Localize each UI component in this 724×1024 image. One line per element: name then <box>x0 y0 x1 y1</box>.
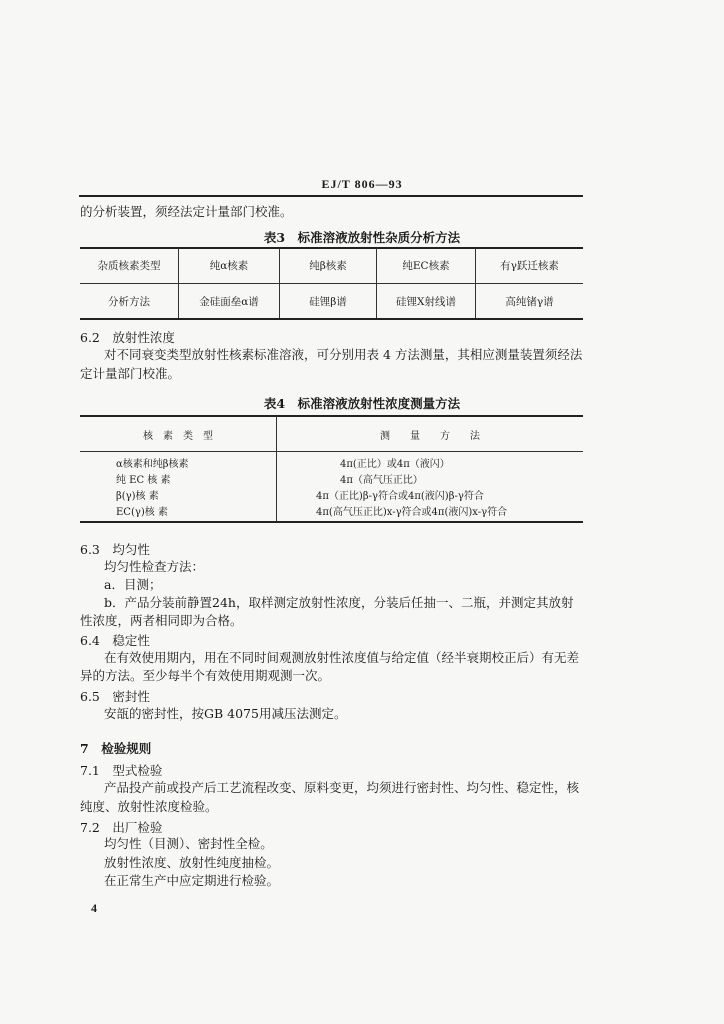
page-number: 4 <box>91 901 97 915</box>
section-6-3-text: 均匀性检查方法： <box>104 559 205 574</box>
section-6-2-para: 对不同衰变类型放射性核素标准溶液，可分别用表 4 方法测量，其相应测量装置须经法 <box>104 347 583 362</box>
intro-line: 的分析装置，须经法定计量部门校准。 <box>80 204 293 219</box>
section-6-4-para: 在有效使用期内，用在不同时间观测放射性浓度值与给定值（经半衰期校正后）有无差 <box>104 650 580 665</box>
table3-cell: 纯β核素 <box>280 248 377 284</box>
section-6-4-title: 6.4 稳定性 <box>80 633 150 648</box>
section-6-3-item-a: a．目测； <box>104 577 162 592</box>
section-6-4-para: 异的方法。至少每半个有效使用期观测一次。 <box>80 668 331 683</box>
table3 <box>80 248 583 319</box>
table3-bottom-rule <box>80 318 583 320</box>
table3-cell: 纯EC核素 <box>377 248 476 284</box>
table4-method-cell: 4π(高气压正比)x-γ符合或4π(液闪)x-γ符合 <box>316 507 508 518</box>
section-6-2-para: 定计量部门校准。 <box>80 366 181 381</box>
table4-col-header: 测 量 方 法 <box>380 431 480 442</box>
table4-method-cell: 4π（正比)β-γ符合或4π(液闪)β-γ符合 <box>316 491 484 502</box>
section-7-2-line: 放射性浓度、放射性纯度抽检。 <box>104 855 280 870</box>
header-rule <box>79 195 583 197</box>
section-7-2-title: 7.2 出厂检验 <box>80 820 163 835</box>
table3-cell: 杂质核素类型 <box>97 260 161 272</box>
section-7-2-line: 均匀性（目测）、密封性全检。 <box>104 836 273 851</box>
table4-header-rule <box>80 451 583 452</box>
section-6-5-title: 6.5 密封性 <box>80 689 150 704</box>
section-6-3-title: 6.3 均匀性 <box>80 542 150 557</box>
section-7-1-para: 产品投产前或投产后工艺流程改变、原料变更，均须进行密封性、均匀性、稳定性，核 <box>104 780 580 795</box>
table3-cell: 硅锂X射线谱 <box>377 284 476 320</box>
table3-cell: 有γ跃迁核素 <box>476 248 584 284</box>
section-7-1-para: 纯度、放射性浓度检验。 <box>80 799 218 814</box>
table4-type-cell: 纯 EC 核 素 <box>116 475 171 486</box>
section-6-3-item-b: b．产品分装前静置24h，取样测定放射性浓度，分装后任抽一、二瓶，并测定其放射 <box>104 595 574 610</box>
table3-cell: 分析方法 <box>108 296 150 308</box>
table3-cell: 高纯锗γ谱 <box>476 284 584 320</box>
table3-cell: 硅锂β谱 <box>280 284 377 320</box>
table4-method-cell: 4π(正比）或4π（液闪） <box>340 459 450 470</box>
table4-bottom-rule <box>80 521 583 523</box>
table3-cell: 纯α核素 <box>179 248 280 284</box>
table3-method-row <box>80 284 583 320</box>
table4-method-cell: 4π（高气压正比） <box>340 475 423 486</box>
section-7-1-title: 7.1 型式检验 <box>80 763 163 778</box>
table4-type-cell: α核素和纯β核素 <box>116 459 189 470</box>
section-7-2-line: 在正常生产中应定期进行检验。 <box>104 873 280 888</box>
section-7-title: 7 检验规则 <box>80 741 152 756</box>
page-header: EJ/T 806—93 <box>321 177 403 191</box>
section-6-3-item-b: 性浓度，两者相同即为合格。 <box>80 613 243 628</box>
table3-header-row <box>80 248 583 284</box>
table3-caption: 表3 标准溶液放射性杂质分析方法 <box>263 230 461 245</box>
table3-cell: 金硅面垒α谱 <box>179 284 280 320</box>
table4-type-cell: β(γ)核 素 <box>116 491 159 502</box>
table4-top-rule <box>80 415 583 417</box>
section-6-2-title: 6.2 放射性浓度 <box>80 330 175 345</box>
section-6-5-para: 安瓿的密封性，按GB 4075用减压法测定。 <box>104 706 347 721</box>
table4-type-cell: EC(γ)核 素 <box>116 507 168 518</box>
table4-col-header: 核 素 类 型 <box>143 431 213 442</box>
table4-caption: 表4 标准溶液放射性浓度测量方法 <box>263 396 461 411</box>
